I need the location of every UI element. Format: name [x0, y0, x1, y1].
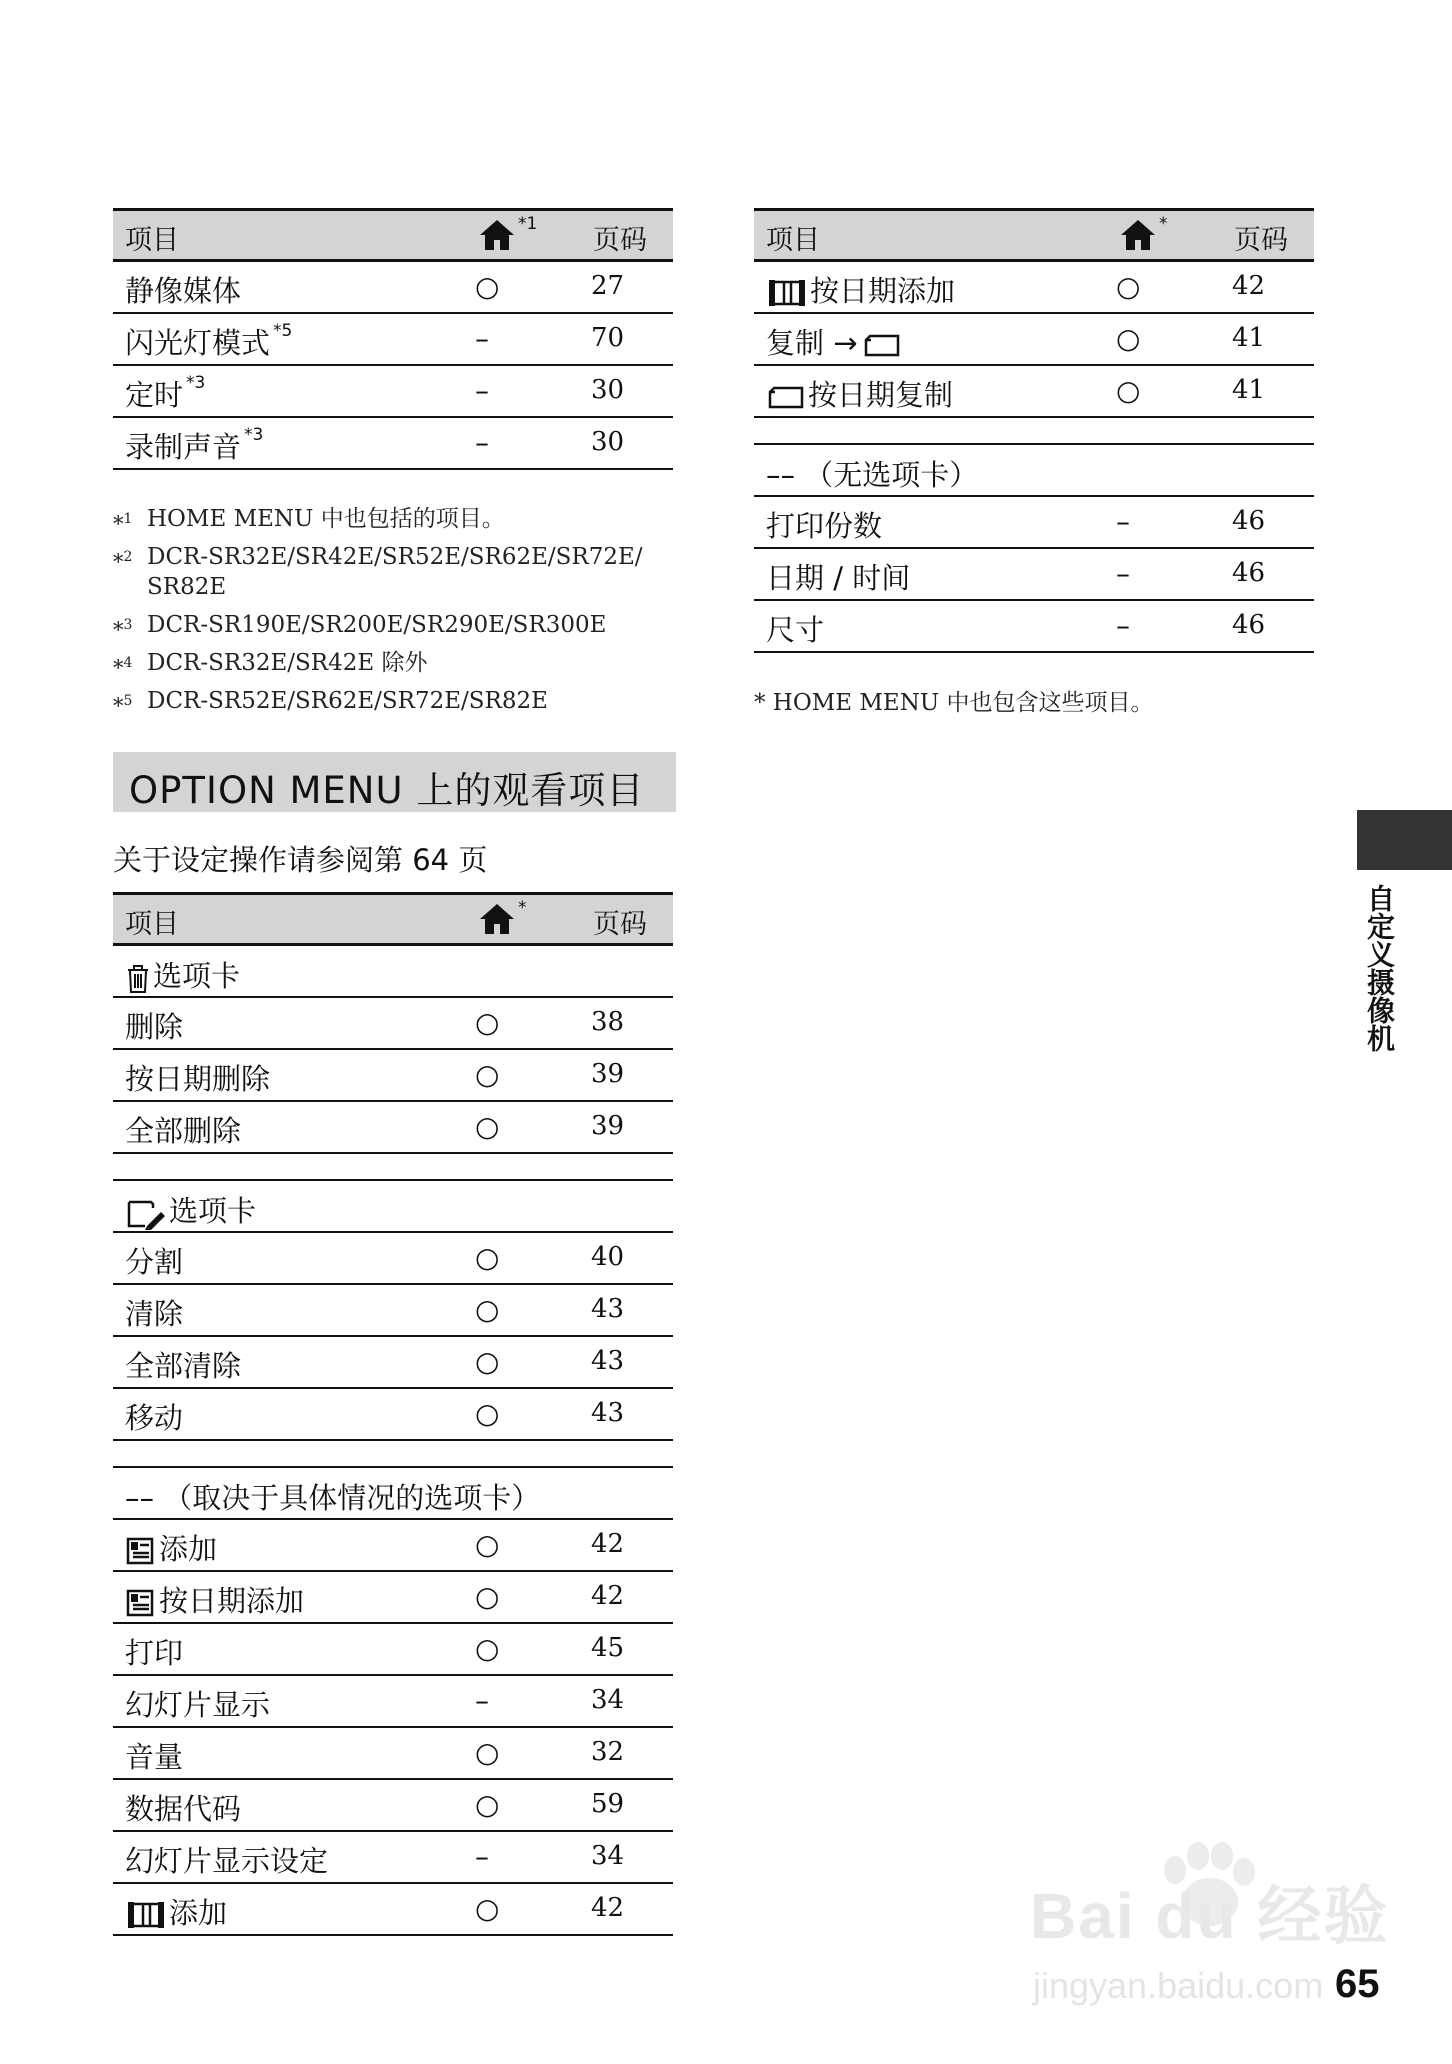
row-avail: –	[1116, 557, 1130, 590]
row-label: 删除	[125, 1010, 184, 1044]
header-item: 项目	[125, 225, 179, 256]
row-avail: ○	[475, 1580, 500, 1613]
playlist-icon	[125, 1536, 157, 1566]
row-avail: ○	[475, 270, 500, 303]
footnotes	[113, 500, 643, 720]
header-page: 页码	[1234, 225, 1288, 256]
row-avail: ○	[475, 1110, 500, 1143]
table-row	[113, 1337, 673, 1389]
group-label: –– （无选项卡）	[766, 458, 979, 492]
row-footnote-mark: *5	[273, 321, 293, 341]
row-avail: ○	[475, 1058, 500, 1091]
row-page: 40	[591, 1242, 625, 1272]
row-avail: –	[475, 1840, 489, 1873]
row-label: 打印份数	[766, 509, 883, 543]
header-home: *	[1119, 218, 1168, 252]
section-subtitle: 关于设定操作请参阅第 64 页	[113, 843, 488, 877]
group-label: –– （取决于具体情况的选项卡）	[125, 1481, 541, 1515]
edit-icon	[125, 1196, 167, 1230]
table-row	[754, 366, 1314, 418]
row-page: 42	[591, 1893, 625, 1923]
footnote: *$^1$ HOME MENU 中也包括的项目。	[113, 506, 505, 536]
row-page: 32	[591, 1737, 625, 1767]
row-page: 43	[591, 1294, 625, 1324]
table-row	[113, 1102, 673, 1154]
group-header	[113, 1181, 673, 1233]
trash-icon	[125, 962, 151, 994]
table-row	[754, 549, 1314, 601]
row-avail: ○	[475, 1241, 500, 1274]
table-row	[113, 418, 673, 470]
row-page: 34	[591, 1685, 625, 1715]
row-page: 38	[591, 1007, 625, 1037]
table-header	[754, 208, 1314, 262]
row-label: 清除	[125, 1297, 184, 1331]
home-items-table	[113, 208, 673, 470]
table-row	[113, 1520, 673, 1572]
row-page: 43	[591, 1398, 625, 1428]
table-row	[113, 1624, 673, 1676]
table-row	[113, 1884, 673, 1936]
row-page: 42	[1232, 271, 1266, 301]
table-row	[754, 601, 1314, 653]
row-avail: ○	[1116, 322, 1141, 355]
row-avail: ○	[1116, 270, 1141, 303]
row-avail: –	[475, 1684, 489, 1717]
row-page: 45	[591, 1633, 625, 1663]
film-icon	[125, 1899, 167, 1931]
table-row	[113, 314, 673, 366]
row-label: 尺寸	[766, 613, 825, 647]
row-avail: –	[1116, 609, 1130, 642]
chapter-tab	[1357, 810, 1452, 870]
table-row	[113, 262, 673, 314]
group-header	[754, 445, 1314, 497]
right-items-table	[754, 208, 1314, 653]
table-row	[113, 1233, 673, 1285]
row-label: 幻灯片显示	[125, 1688, 271, 1722]
row-avail: ○	[475, 1293, 500, 1326]
row-page: 39	[591, 1111, 625, 1141]
row-label: 按日期添加	[810, 274, 956, 308]
group-header	[113, 946, 673, 998]
footnote: *$^4$ DCR-SR32E/SR42E 除外	[113, 650, 428, 680]
row-page: 46	[1232, 610, 1266, 640]
table-row	[113, 1780, 673, 1832]
row-avail: –	[475, 322, 489, 355]
table-row	[113, 1832, 673, 1884]
row-label: 数据代码	[125, 1792, 242, 1826]
row-label: 按日期删除	[125, 1062, 271, 1096]
row-avail: ○	[475, 1788, 500, 1821]
table-row	[113, 1676, 673, 1728]
group-label: 选项卡	[153, 959, 241, 993]
row-page: 39	[591, 1059, 625, 1089]
row-page: 59	[591, 1789, 625, 1819]
row-label: 全部清除	[125, 1349, 242, 1383]
table-row	[754, 497, 1314, 549]
table-row	[113, 366, 673, 418]
page-number: 65	[1335, 1962, 1380, 2006]
table-row	[754, 262, 1314, 314]
chapter-label: 自定义摄像机	[1363, 884, 1396, 1052]
header-item: 项目	[125, 909, 179, 940]
option-menu-table	[113, 892, 673, 1936]
table-header	[113, 892, 673, 946]
row-label: 添加	[159, 1532, 218, 1566]
home-icon	[478, 902, 516, 936]
header-home: *1	[478, 218, 537, 252]
header-page: 页码	[593, 909, 647, 940]
footnote: *$^5$ DCR-SR52E/SR62E/SR72E/SR82E	[113, 688, 548, 718]
table-row	[113, 1285, 673, 1337]
group-header	[113, 1468, 673, 1520]
row-label: 全部删除	[125, 1114, 242, 1148]
table-row	[754, 314, 1314, 366]
memory-card-icon	[766, 383, 806, 411]
table-row	[113, 998, 673, 1050]
row-page: 42	[591, 1581, 625, 1611]
row-label: 添加	[169, 1896, 228, 1930]
row-footnote-mark: *3	[186, 373, 206, 393]
row-page: 70	[591, 323, 625, 353]
row-page: 34	[591, 1841, 625, 1871]
table-header	[113, 208, 673, 262]
row-label: 打印	[125, 1636, 184, 1670]
row-page: 30	[591, 375, 625, 405]
table-row	[113, 1572, 673, 1624]
row-avail: ○	[475, 1892, 500, 1925]
table-row	[113, 1728, 673, 1780]
footnote: *$^3$ DCR-SR190E/SR200E/SR290E/SR300E	[113, 612, 607, 642]
row-label: 闪光灯模式	[125, 326, 271, 360]
header-home: *	[478, 902, 527, 936]
film-icon	[766, 277, 808, 309]
row-label: 录制声音	[125, 430, 242, 464]
table-spacer	[754, 418, 1314, 445]
section-heading	[113, 752, 676, 812]
row-page: 30	[591, 427, 625, 457]
row-page: 46	[1232, 506, 1266, 536]
row-label: 音量	[125, 1740, 184, 1774]
row-label: 分割	[125, 1245, 184, 1279]
row-label: 按日期添加	[159, 1584, 305, 1618]
row-label: 复制 →	[766, 326, 858, 360]
playlist-icon	[125, 1588, 157, 1618]
row-avail: ○	[475, 1528, 500, 1561]
row-avail: –	[475, 374, 489, 407]
row-label: 按日期复制	[808, 378, 954, 412]
table-row	[113, 1050, 673, 1102]
row-label: 幻灯片显示设定	[125, 1844, 329, 1878]
footnote: *$^2$ DCR-SR32E/SR42E/SR52E/SR62E/SR72E/	[113, 544, 643, 574]
row-avail: ○	[1116, 374, 1141, 407]
table-spacer	[113, 1154, 673, 1181]
row-avail: ○	[475, 1397, 500, 1430]
memory-card-icon	[862, 331, 902, 359]
row-page: 27	[591, 271, 625, 301]
home-icon	[478, 218, 516, 252]
row-label: 静像媒体	[125, 274, 242, 308]
home-icon	[1119, 218, 1157, 252]
row-label: 日期 / 时间	[766, 561, 911, 595]
row-page: 42	[591, 1529, 625, 1559]
group-label: 选项卡	[169, 1194, 257, 1228]
table-row	[113, 1389, 673, 1441]
row-page: 43	[591, 1346, 625, 1376]
row-page: 41	[1232, 323, 1266, 353]
row-label: 定时	[125, 378, 184, 412]
row-page: 46	[1232, 558, 1266, 588]
watermark-url: jingyan.baidu.com	[1033, 1965, 1324, 2006]
header-item: 项目	[766, 225, 820, 256]
row-avail: ○	[475, 1006, 500, 1039]
row-label: 移动	[125, 1401, 184, 1435]
header-page: 页码	[593, 225, 647, 256]
row-footnote-mark: *3	[244, 425, 264, 445]
row-avail: ○	[475, 1736, 500, 1769]
watermark-logo: Bai du 经验	[1030, 1880, 1390, 1952]
section-title: OPTION MENU 上的观看项目	[129, 769, 645, 812]
row-avail: –	[475, 426, 489, 459]
row-avail: –	[1116, 505, 1130, 538]
row-avail: ○	[475, 1345, 500, 1378]
row-page: 41	[1232, 375, 1266, 405]
row-avail: ○	[475, 1632, 500, 1665]
right-footnote: * HOME MENU 中也包含这些项目。	[754, 690, 1154, 716]
footnote: SR82E	[147, 574, 227, 600]
table-spacer	[113, 1441, 673, 1468]
